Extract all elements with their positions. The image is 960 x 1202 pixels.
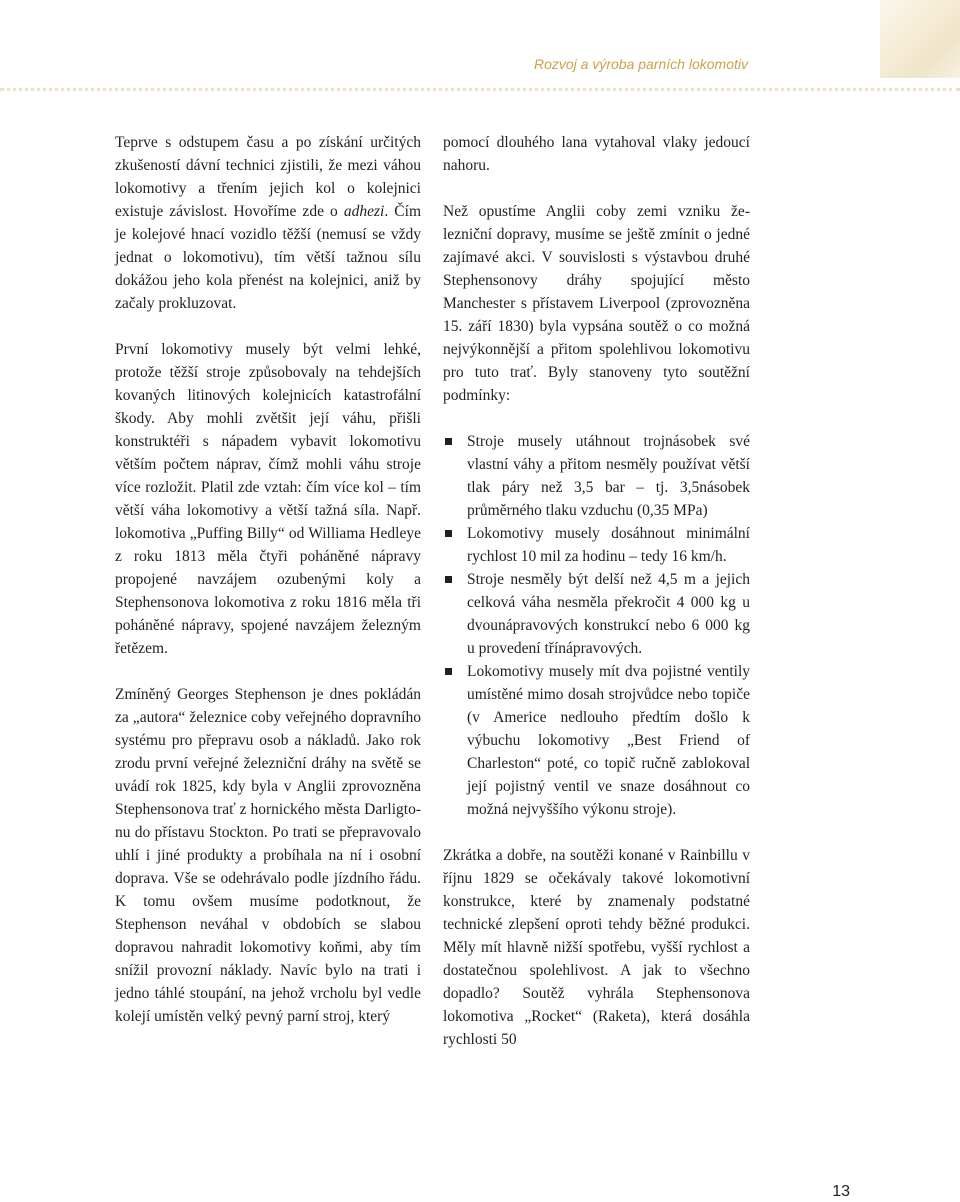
- bullet-square-icon: [445, 576, 452, 583]
- bullet-square-icon: [445, 530, 452, 537]
- dotted-divider: [0, 88, 960, 91]
- paragraph-first-locomotives: První lokomotivy musely být velmi lehké, protože těžší stroje způsobovaly na tehdejších kovaných litinových kolejnicích katastrofální škody. Aby mohli zvětšit její váhu, přišli konstruktéři s nápadem vybavit lokomotivu větším počtem náprav, čímž mohli váhu stroje více rozložit. Platil zde vztah: čím více kol – tím větší váha lokomotivy a větší tažná síla. Např. lokomotiva „Puffing Billy“ od Williama Hedleye z roku 1813 měla čtyři poháněné nápravy propojené navzájem ozubenými koly a Stephensonova lokomotiva z roku 1816 měla tři poháněné nápravy, spojené navzájem železným řetězem.: [115, 341, 421, 657]
- list-item-text: Stroje musely utáhnout trojnásobek své vlastní váhy a přitom nesměly používat větší tlak páry než 3,5 bar – tj. 3,5násobek průměrného tlaku vzduchu (0,35 MPa): [467, 433, 750, 519]
- paragraph-stephenson: Zmíněný Georges Stephenson je dnes pokládán za „autora“ železnice coby veřejného dopravního systému pro přepravu osob a nákladů. Jako rok zrodu první veřejné železniční dráhy na světě se uvádí rok 1825, kdy byla v Anglii zprovozněna Stephensonova trať z hornického města Darligtonu do přístavu Stockton. Po trati se přepravovalo uhlí i jiné produkty a probíhala na ní i osobní doprava. Vše se odehrávalo podle jízdního řádu. K tomu ovšem musíme podotknout, že Stephenson neváhal v obdobích se slabou dopravou nahradit lokomotivy koňmi, aby tím snížil provozní náklady. Navíc bylo na trati i jedno táhlé stoupání, na jehož vrcholu byl vedle kolejí umístěn velký pevný parní stroj, který: [115, 686, 421, 1025]
- running-head: Rozvoj a výroba parních lokomotiv: [534, 56, 748, 72]
- paragraph-rainhill: Zkrátka a dobře, na soutěži konané v Rainbillu v říjnu 1829 se očekávaly takové lokomotivní konstrukce, které by znamenaly podstatné technické zlepšení oproti tehdy běžné produkci. Měly mít hlavně nižší spotřebu, vyšší rychlost a dostatečnou spolehlivost. A jak to všechno dopadlo? Soutěž vyhrála Stephensonova lokomotiva „Rocket“ (Raketa), která dosáhla rychlosti 50: [443, 847, 750, 1048]
- page-number: 13: [832, 1183, 850, 1200]
- conditions-list: [443, 430, 750, 821]
- list-item-text: Lokomotivy musely mít dva pojistné ventily umístěné mimo dosah strojvůdce nebo topiče (v Americe nedlouho předtím došlo k výbuchu lokomotivy „Best Friend of Charleston“ poté, co topič ručně zablokoval její pojistný ventil ve snaze dosáhnout co možná nejvyššího výkonu stroje).: [467, 663, 750, 818]
- left-column: [115, 131, 421, 1028]
- bullet-square-icon: [445, 438, 452, 445]
- list-item: [443, 522, 750, 568]
- list-item-text: Lokomotivy musely dosáhnout minimální rychlost 10 mil za hodinu – tedy 16 km/h.: [467, 525, 750, 565]
- right-column: [443, 131, 750, 1051]
- term-adhesion: adhezi: [343, 203, 385, 220]
- list-item: [443, 430, 750, 522]
- bullet-square-icon: [445, 668, 452, 675]
- list-item: [443, 660, 750, 821]
- corner-decoration: [880, 0, 960, 78]
- paragraph-rope: pomocí dlouhého lana vytahoval vlaky jedoucí nahoru.: [443, 134, 750, 174]
- list-item: [443, 568, 750, 660]
- paragraph-competition: Než opustíme Anglii coby zemi vzniku železniční dopravy, musíme se ještě zmínit o jedné zajímavé akci. V souvislosti s výstavbou druhé Stephensonovy dráhy spojující město Manchester s přístavem Liverpool (zprovozněna 15. září 1830) byla vypsána soutěž o co možná nejvýkonnější a přitom spolehlivou lokomotivu pro tuto trať. Byly stanoveny tyto soutěžní podmínky:: [443, 203, 750, 404]
- paragraph-adhesion-part-2: . Čím je kolejové hnací vozidlo těžší (nemusí se vždy jednat o lokomotivu), tím větší tažnou sílu dokážou jeho kola přenést na kolejnici, aniž by začaly prokluzovat.: [115, 203, 422, 312]
- paragraph-adhesion: [115, 131, 421, 315]
- list-item-text: Stroje nesměly být delší než 4,5 m a jejich celková váha nesměla překročit 4 000 kg u dvounápravových konstrukcí nebo 6 000 kg u provedení třínápravových.: [467, 571, 750, 657]
- paragraph-adhesion-part-1: Teprve s odstupem času a po získání určitých zkušeností dávní technici zjistili, že mezi váhou lokomotivy a třením jejich kol o kolejnici existuje závislost. Hovoříme zde o: [115, 134, 421, 220]
